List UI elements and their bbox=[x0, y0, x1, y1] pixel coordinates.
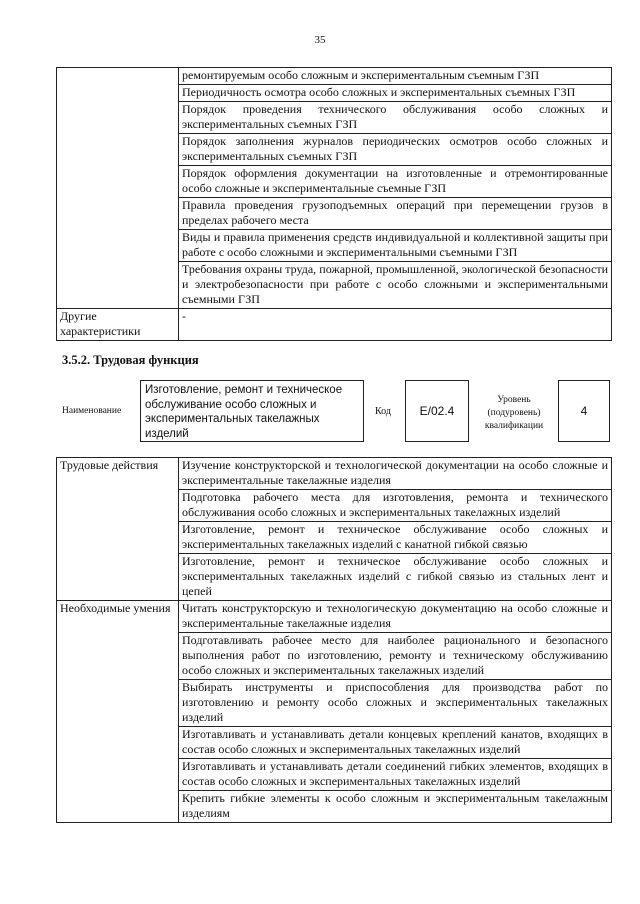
table-row bbox=[57, 309, 612, 341]
qualification-level-label: Уровень (подуровень) квалификации bbox=[484, 395, 544, 431]
knowledge-item: ремонтируемым особо сложным и экспериментальным съемным ГЗП bbox=[179, 68, 612, 85]
qualification-level-value: 4 bbox=[558, 380, 610, 442]
skill-item: Крепить гибкие элементы к особо сложным и экспериментальным такелажным изделиям bbox=[179, 791, 612, 823]
name-label: Наименование bbox=[62, 406, 122, 416]
skills-label: Необходимые умения bbox=[57, 601, 179, 823]
skill-item: Читать конструкторскую и технологическую документацию на особо сложные и экспериментальные такелажные изделия bbox=[179, 601, 612, 633]
table-row bbox=[57, 601, 612, 633]
knowledge-item: Порядок оформления документации на изготовленные и отремонтированные особо сложные и экспериментальные съемные ГЗП bbox=[179, 166, 612, 198]
row-label-cell bbox=[57, 68, 179, 309]
knowledge-item: Периодичность осмотра особо сложных и экспериментальных съемных ГЗП bbox=[179, 85, 612, 102]
labor-action-item: Изучение конструкторской и технологической документации на особо сложные и экспериментальные такелажные изделия bbox=[179, 458, 612, 490]
knowledge-item: Порядок заполнения журналов периодических осмотров особо сложных и экспериментальных съемных ГЗП bbox=[179, 134, 612, 166]
knowledge-item: Порядок проведения технического обслуживания особо сложных и экспериментальных съемных ГЗП bbox=[179, 102, 612, 134]
knowledge-item: Правила проведения грузоподъемных операций при перемещении грузов в пределах рабочего места bbox=[179, 198, 612, 230]
other-characteristics-label: Другие характеристики bbox=[57, 309, 179, 341]
section-heading: 3.5.2. Трудовая функция bbox=[62, 353, 199, 367]
labor-action-item: Изготовление, ремонт и техническое обслуживание особо сложных и экспериментальных такелажных изделий с канатной гибкой связью bbox=[179, 522, 612, 554]
labor-action-item: Изготовление, ремонт и техническое обслуживание особо сложных и экспериментальных такелажных изделий с гибкой связью из стальных лент и цепей bbox=[179, 554, 612, 601]
knowledge-item: Виды и правила применения средств индивидуальной и коллективной защиты при работе с особо сложными и экспериментальными съемными ГЗП bbox=[179, 230, 612, 262]
table-row bbox=[57, 458, 612, 490]
page-number: 35 bbox=[314, 34, 326, 46]
skill-item: Подготавливать рабочее место для наиболее рационального и безопасного выполнения работ по изготовлению, ремонту и техническому обслуживанию особо сложных и экспериментальных такелажных изделий bbox=[179, 633, 612, 680]
labor-function-table bbox=[56, 457, 612, 823]
skill-item: Изготавливать и устанавливать детали концевых креплений канатов, входящих в состав особо сложных и экспериментальных такелажных изделий bbox=[179, 727, 612, 759]
name-value: Изготовление, ремонт и техническое обслуживание особо сложных и экспериментальных такелажных изделий bbox=[140, 380, 364, 442]
knowledge-item: Требования охраны труда, пожарной, промышленной, экологической безопасности и электробезопасности при работе с особо сложными и экспериментальными съемными ГЗП bbox=[179, 262, 612, 309]
other-characteristics-value: - bbox=[179, 309, 612, 341]
labor-action-item: Подготовка рабочего места для изготовления, ремонта и технического обслуживания особо сложных и экспериментальных такелажных изделий bbox=[179, 490, 612, 522]
table-row bbox=[57, 68, 612, 85]
skill-item: Выбирать инструменты и приспособления для производства работ по изготовлению и ремонту особо сложных и экспериментальных такелажных изделий bbox=[179, 680, 612, 727]
labor-actions-label: Трудовые действия bbox=[57, 458, 179, 601]
knowledge-table bbox=[56, 67, 612, 341]
code-value: E/02.4 bbox=[405, 380, 469, 442]
skill-item: Изготавливать и устанавливать детали соединений гибких элементов, входящих в состав особо сложных и экспериментальных такелажных изделий bbox=[179, 759, 612, 791]
code-label: Код bbox=[375, 406, 391, 417]
